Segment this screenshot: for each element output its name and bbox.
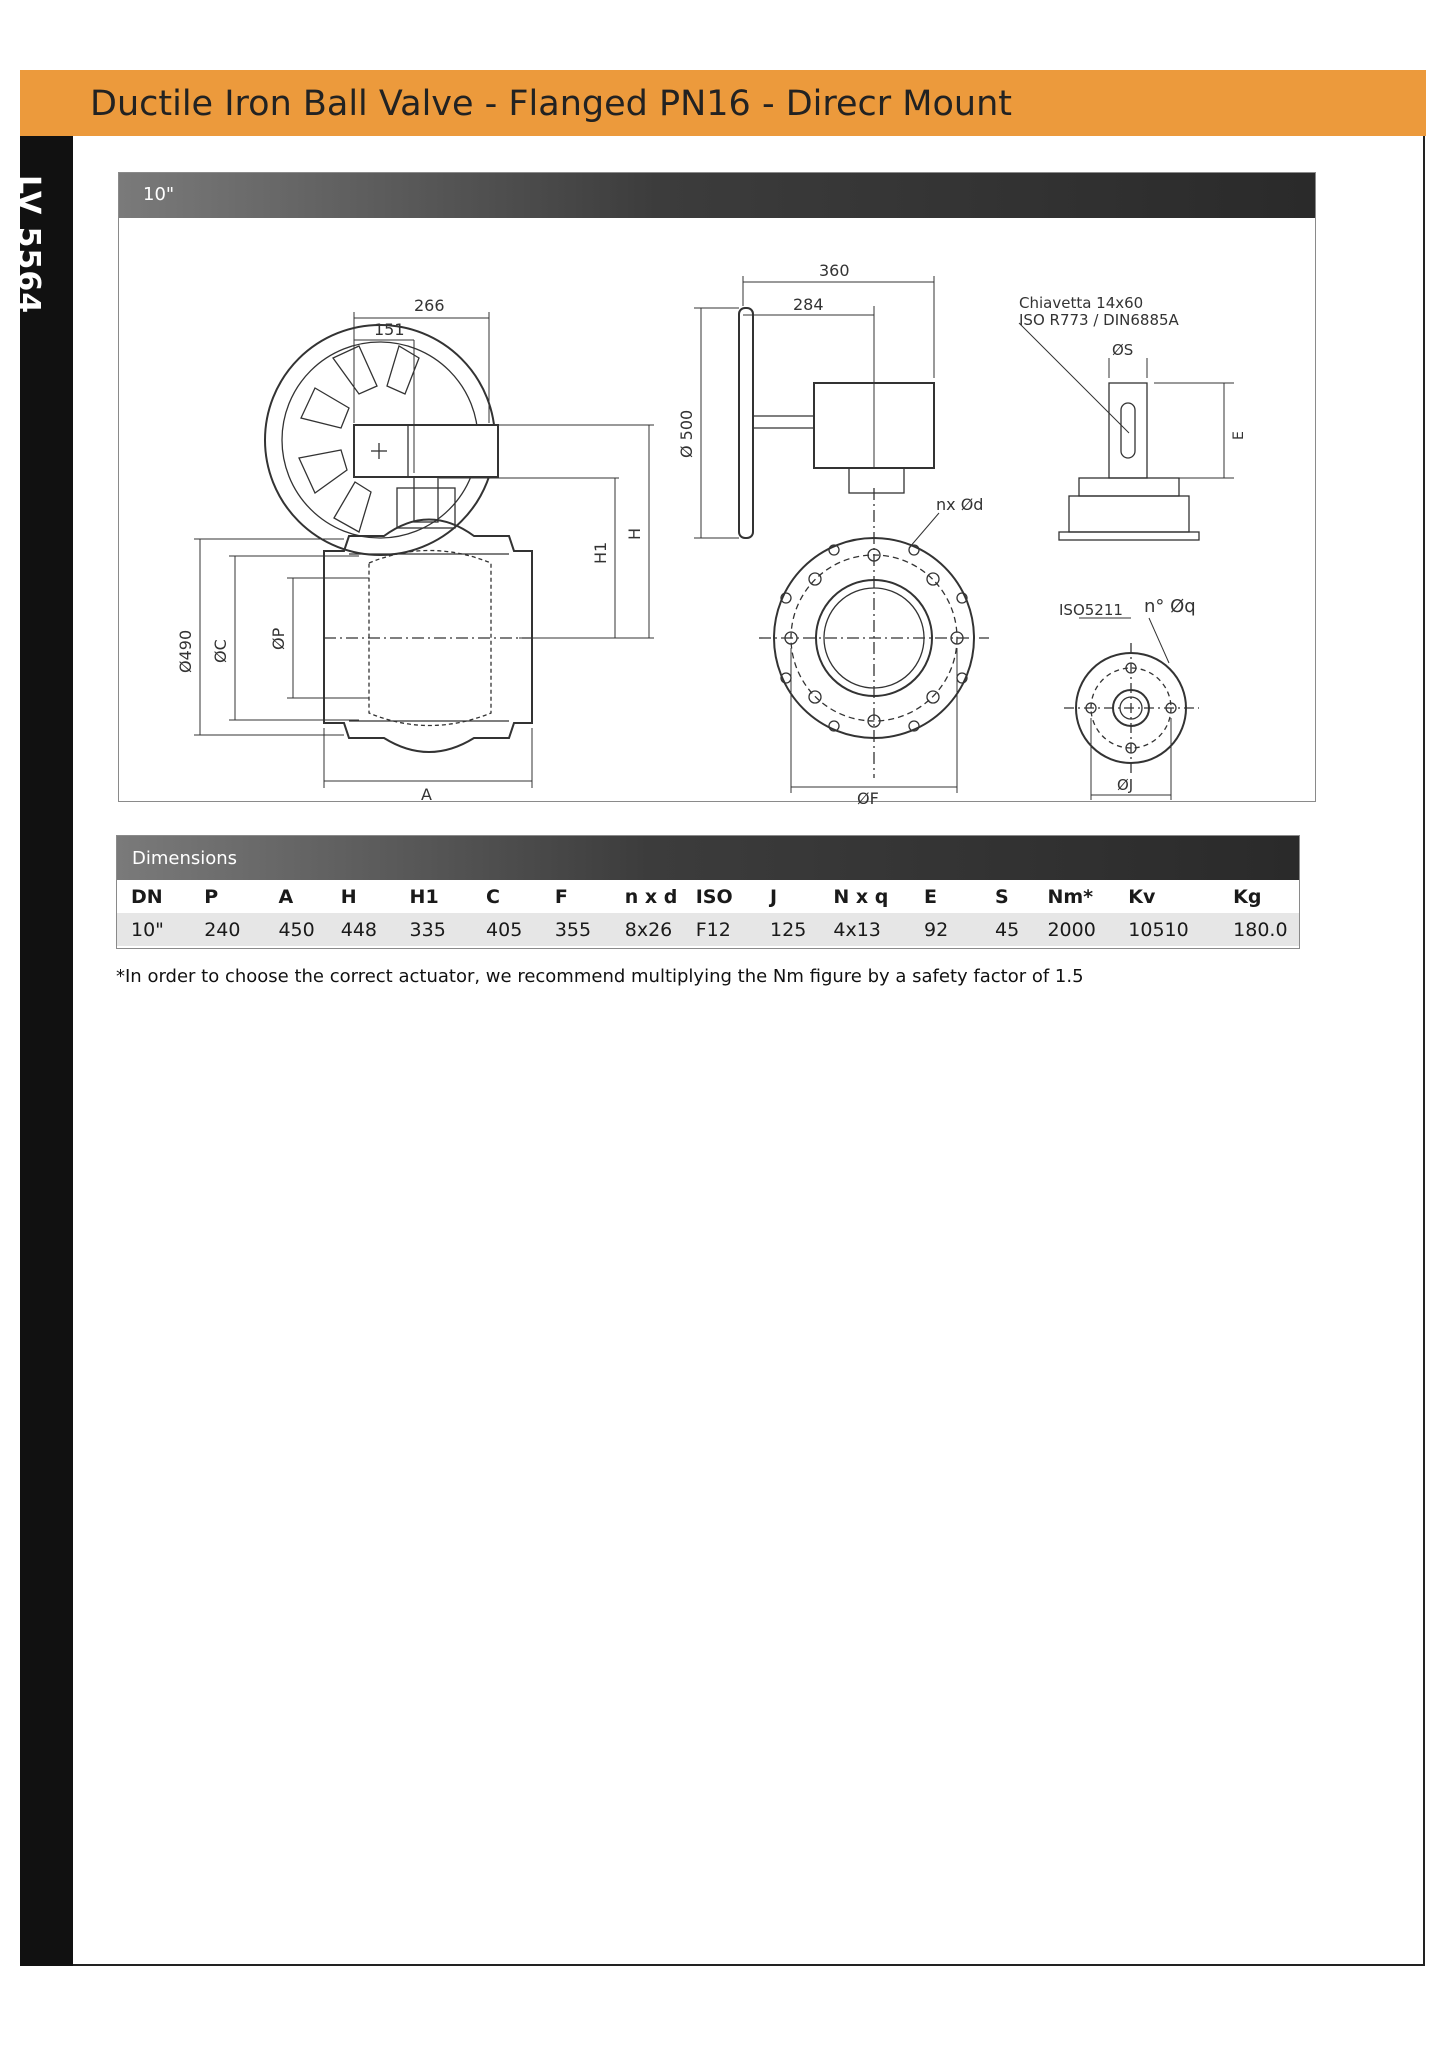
col-header: S: [981, 880, 1033, 913]
col-header: DN: [117, 880, 190, 913]
dim-151: 151: [374, 320, 405, 339]
shaft-detail: [1109, 383, 1147, 478]
key-label-2: ISO R773 / DIN6885A: [1019, 311, 1179, 329]
dim-H1: H1: [591, 541, 610, 564]
dim-C: ØC: [211, 639, 230, 663]
iso5211-label: ISO5211: [1059, 601, 1123, 619]
dim-284: 284: [793, 295, 824, 314]
table-cell: 180.0: [1219, 913, 1299, 946]
col-header: N x q: [819, 880, 910, 913]
dim-500: Ø 500: [677, 409, 696, 458]
col-header: Nm*: [1033, 880, 1114, 913]
col-header: Kv: [1114, 880, 1219, 913]
page-title: Ductile Iron Ball Valve - Flanged PN16 - Direcr Mount: [90, 84, 1012, 124]
handwheel-spoke: [334, 482, 371, 532]
header-bar: [20, 70, 1426, 136]
table-cell: 8x26: [611, 913, 682, 946]
col-header: P: [190, 880, 264, 913]
dim-S: ØS: [1112, 341, 1134, 359]
mount-base: [1069, 496, 1189, 532]
col-header: H: [327, 880, 396, 913]
table-cell: 92: [910, 913, 981, 946]
dimensions-header: [117, 836, 1299, 880]
col-header: E: [910, 880, 981, 913]
table-cell: 355: [541, 913, 611, 946]
dim-P: ØP: [269, 627, 288, 650]
footnote: *In order to choose the correct actuator, we recommend multiplying the Nm figure by a safety factor of 1.5: [116, 966, 1084, 987]
col-header: ISO: [682, 880, 756, 913]
table-cell: 125: [756, 913, 819, 946]
col-header: F: [541, 880, 611, 913]
key-label-1: Chiavetta 14x60: [1019, 294, 1144, 312]
dim-J: ØJ: [1117, 776, 1134, 794]
dim-H: H: [625, 527, 644, 540]
table-cell: F12: [682, 913, 756, 946]
dim-F: ØF: [857, 789, 879, 808]
dim-nxd: nx Ød: [936, 495, 984, 514]
table-cell: 10510: [1114, 913, 1219, 946]
col-header: A: [264, 880, 326, 913]
drawing-size-label: 10": [143, 184, 175, 205]
table-cell: 335: [396, 913, 472, 946]
handwheel-spoke: [299, 450, 347, 493]
table-cell: 450: [264, 913, 326, 946]
col-header: n x d: [611, 880, 682, 913]
dim-E: E: [1231, 431, 1247, 440]
bonnet-front: [849, 468, 904, 493]
table-cell: 10": [117, 913, 190, 946]
dim-490: Ø490: [176, 629, 195, 673]
col-header: Kg: [1219, 880, 1299, 913]
table-cell: 405: [472, 913, 541, 946]
key-slot: [1121, 403, 1135, 458]
dim-360: 360: [819, 261, 850, 280]
table-cell: 2000: [1033, 913, 1114, 946]
dimensions-panel: [116, 835, 1300, 949]
valve-stem: [414, 477, 438, 522]
table-cell: 240: [190, 913, 264, 946]
mount-plate: [1079, 478, 1179, 496]
drawing-header: [119, 173, 1315, 218]
dimensions-title: Dimensions: [132, 848, 238, 869]
table-cell: 448: [327, 913, 396, 946]
handwheel-edge: [739, 308, 753, 538]
dim-nq: n° Øq: [1144, 596, 1196, 617]
col-header: J: [756, 880, 819, 913]
table-cell: 4x13: [819, 913, 910, 946]
handwheel-spoke: [333, 346, 377, 394]
dim-266: 266: [414, 296, 445, 315]
table-cell: 45: [981, 913, 1033, 946]
table-header-row: [117, 880, 1299, 913]
col-header: H1: [396, 880, 472, 913]
handwheel-spoke: [301, 388, 349, 428]
technical-drawing: [119, 218, 1315, 808]
dim-A: A: [421, 785, 432, 804]
col-header: C: [472, 880, 541, 913]
drawing-panel: [118, 172, 1316, 808]
side-bar: [20, 136, 73, 1966]
product-code: LV 5564: [11, 175, 46, 315]
dimensions-table: [117, 880, 1299, 946]
table-row: [117, 913, 1299, 946]
